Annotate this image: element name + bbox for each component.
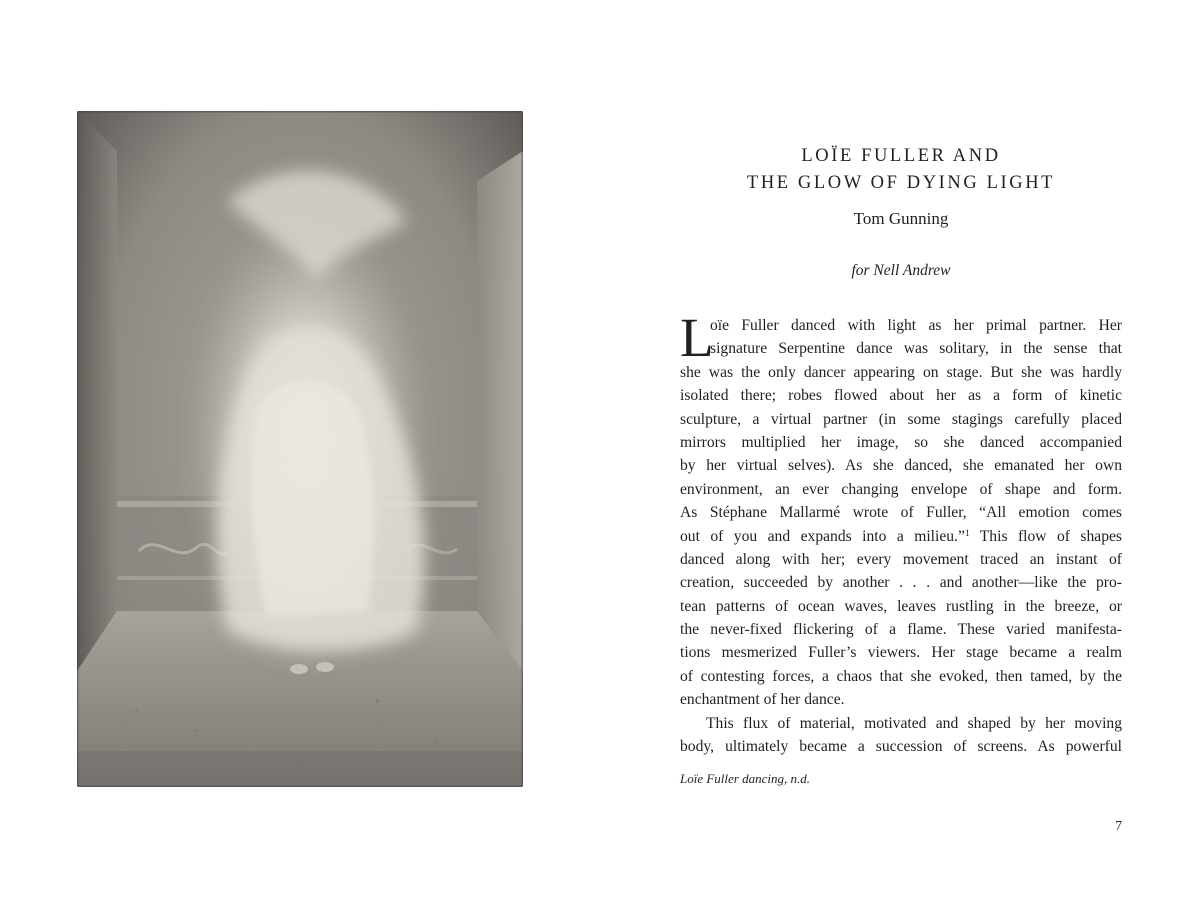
body-line-with-note: [680, 525, 1122, 548]
drop-cap: L: [680, 307, 714, 368]
body-line: the never-fixed flickering of a flame. These varied manifesta-: [680, 621, 1122, 639]
body-line: enchantment of her dance.: [680, 691, 845, 709]
body-line: tions mesmerized Fuller’s viewers. Her stage became a realm: [680, 644, 1122, 662]
body-line: This flux of material, motivated and shaped by her moving: [706, 714, 1122, 732]
figure-caption: Loïe Fuller dancing, n.d.: [680, 771, 810, 786]
chapter-author: Tom Gunning: [853, 209, 949, 228]
chapter-title: [680, 143, 1122, 197]
body-line: by her virtual selves). As she danced, she emanated her own: [680, 457, 1122, 475]
body-line: she was the only dancer appearing on stage. But she was hardly: [680, 363, 1122, 381]
footnote-marker[interactable]: 1: [964, 528, 970, 539]
body-line: of contesting forces, a chaos that she evoked, then tamed, by the: [680, 667, 1122, 685]
body-text: [680, 307, 1122, 758]
body-line-text: This flow of shapes: [969, 527, 1122, 545]
dancer-photograph-image: [77, 111, 523, 787]
chapter-title-line-2: THE GLOW OF DYING LIGHT: [746, 173, 1056, 193]
body-line: oïe Fuller danced with light as her primal partner. Her: [710, 317, 1122, 334]
body-line: creation, succeeded by another . . . and another—like the pro-: [680, 574, 1122, 592]
dancer-photograph: [77, 111, 523, 787]
chapter-dedication: for Nell Andrew: [851, 262, 951, 279]
body-line: body, ultimately became a succession of screens. As powerful: [680, 738, 1122, 756]
body-line: mirrors multiplied her image, so she danced accompanied: [680, 433, 1122, 451]
body-line: sculpture, a virtual partner (in some stagings carefully placed: [680, 410, 1122, 428]
page-number: 7: [1115, 818, 1122, 833]
body-line: As Stéphane Mallarmé wrote of Fuller, “All emotion comes: [680, 504, 1122, 522]
body-line: signature Serpentine dance was solitary, in the sense that: [710, 340, 1122, 358]
body-line: danced along with her; every movement traced an instant of: [680, 550, 1122, 568]
chapter-title-line-1: LOÏE FULLER AND: [801, 146, 1001, 166]
body-line: environment, an ever changing envelope of shape and form.: [680, 480, 1122, 498]
body-line-text: out of you and expands into a milieu.”: [680, 527, 965, 545]
body-line: tean patterns of ocean waves, leaves rustling in the breeze, or: [680, 597, 1122, 615]
body-line: isolated there; robes flowed about her as a form of kinetic: [680, 387, 1122, 405]
